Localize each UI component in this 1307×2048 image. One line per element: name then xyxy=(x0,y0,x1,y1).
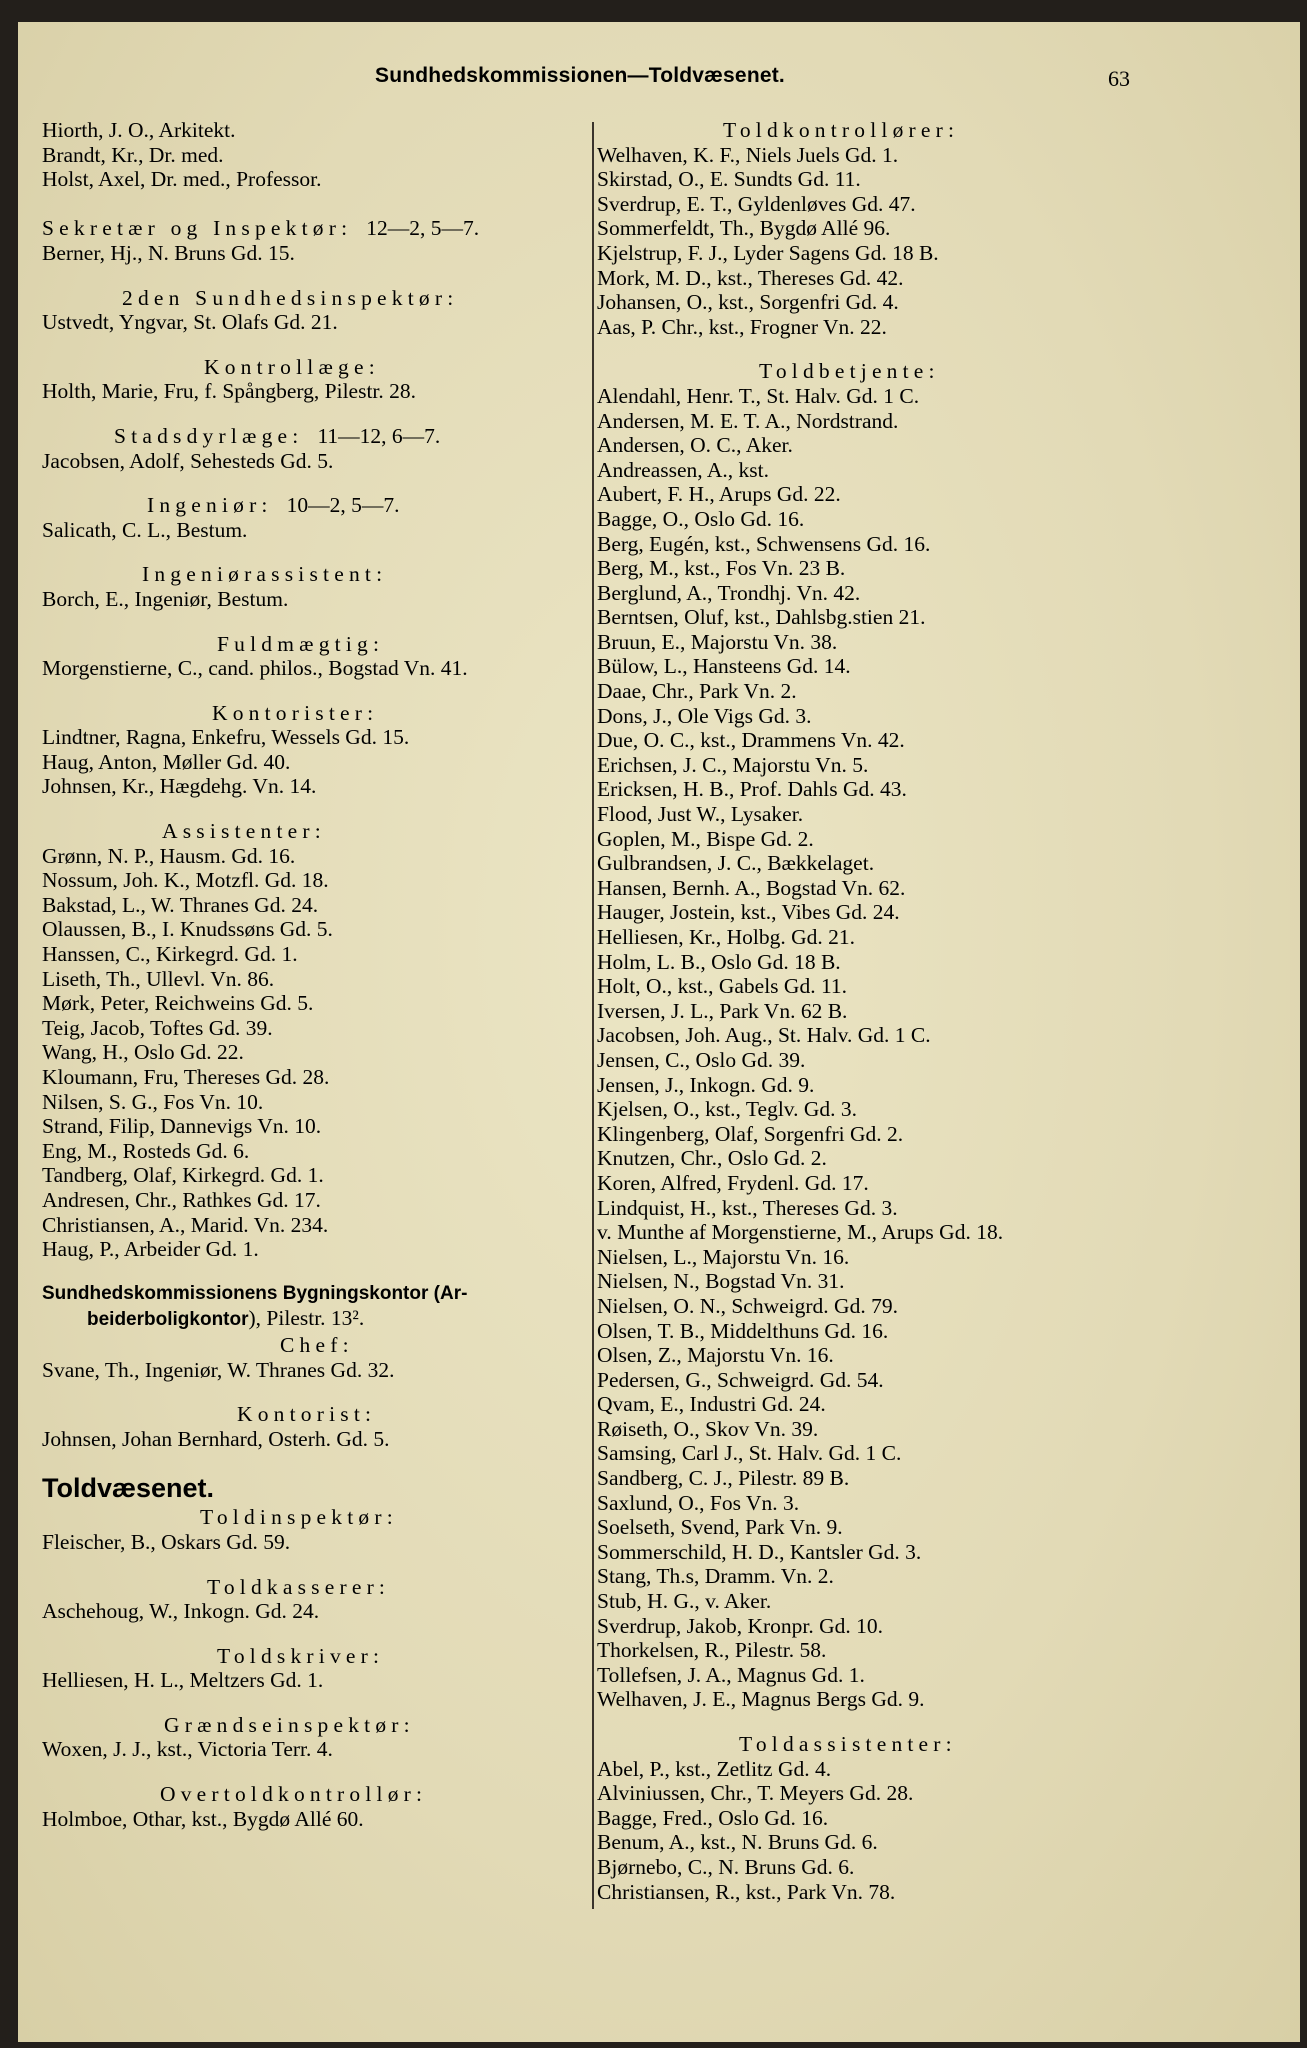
directory-entry: Olsen, T. B., Middelthuns Gd. 16. xyxy=(597,1318,889,1343)
right-column xyxy=(597,118,1157,1904)
directory-entry: Wang, H., Oslo Gd. 22. xyxy=(42,1040,244,1065)
section-heading xyxy=(597,1732,1157,1757)
directory-entry: Andreassen, A., kst. xyxy=(597,457,769,482)
directory-entry: Johnsen, Johan Bernhard, Osterh. Gd. 5. xyxy=(42,1426,390,1451)
directory-entry: Soelseth, Svend, Park Vn. 9. xyxy=(597,1515,843,1540)
directory-entry: Nielsen, O. N., Schweigrd. Gd. 79. xyxy=(597,1293,898,1318)
directory-entry: Koren, Alfred, Frydenl. Gd. 17. xyxy=(597,1170,869,1195)
office-hours: 11—12, 6—7. xyxy=(317,423,441,448)
directory-entry: Morgenstierne, C., cand. philos., Bogstad Vn. 41. xyxy=(42,656,468,681)
directory-entry: Aschehoug, W., Inkogn. Gd. 24. xyxy=(42,1599,320,1624)
directory-entry: Berg, Eugén, kst., Schwensens Gd. 16. xyxy=(597,531,931,556)
section-heading xyxy=(42,1402,587,1427)
directory-entry: Due, O. C., kst., Drammens Vn. 42. xyxy=(597,728,905,753)
directory-entry: Bjørnebo, C., N. Bruns Gd. 6. xyxy=(597,1854,855,1879)
directory-entry: Iversen, J. L., Park Vn. 62 B. xyxy=(597,998,848,1023)
spacer xyxy=(42,1262,587,1282)
directory-entry: Olsen, Z., Majorstu Vn. 16. xyxy=(597,1343,834,1368)
section-heading xyxy=(42,1782,587,1807)
directory-entry: Haug, Anton, Møller Gd. 40. xyxy=(42,749,291,774)
directory-entry: Kjelstrup, F. J., Lyder Sagens Gd. 18 B. xyxy=(597,240,939,265)
directory-entry: Brandt, Kr., Dr. med. xyxy=(42,142,224,167)
directory-entry: Jacobsen, Adolf, Sehesteds Gd. 5. xyxy=(42,448,334,473)
directory-entry: Alviniussen, Chr., T. Meyers Gd. 28. xyxy=(597,1781,914,1806)
directory-entry: Bagge, Fred., Oslo Gd. 16. xyxy=(597,1805,829,1830)
directory-entry: Haug, P., Arbeider Gd. 1. xyxy=(42,1237,259,1262)
office-hours: 10—2, 5—7. xyxy=(286,493,400,518)
directory-entry: Bruun, E., Majorstu Vn. 38. xyxy=(597,629,838,654)
directory-entry: Olaussen, B., I. Knudssøns Gd. 5. xyxy=(42,917,333,942)
directory-entry: Samsing, Carl J., St. Halv. Gd. 1 C. xyxy=(597,1441,902,1466)
section-heading xyxy=(42,819,587,844)
directory-entry: Klingenberg, Olaf, Sorgenfri Gd. 2. xyxy=(597,1121,904,1146)
heading-text: Kontrollæge: xyxy=(204,354,380,379)
directory-entry: Pedersen, G., Schweigrd. Gd. 54. xyxy=(597,1367,884,1392)
spacer xyxy=(42,799,587,819)
directory-entry: Salicath, C. L., Bestum. xyxy=(42,517,248,542)
directory-entry: Berg, M., kst., Fos Vn. 23 B. xyxy=(597,556,846,581)
office-hours: 12—2, 5—7. xyxy=(366,216,480,241)
directory-entry: Helliesen, Kr., Holbg. Gd. 21. xyxy=(597,925,855,949)
section-heading xyxy=(42,493,587,518)
directory-entry: Strand, Filip, Dannevigs Vn. 10. xyxy=(42,1114,322,1139)
heading-text: Toldkasserer: xyxy=(207,1574,391,1599)
spacer xyxy=(42,404,587,424)
heading-text: Toldkontrollører: xyxy=(723,118,960,142)
heading-text: Chef: xyxy=(280,1332,354,1357)
directory-entry: Holth, Marie, Fru, f. Spångberg, Pilestr. 28. xyxy=(42,379,417,404)
directory-entry: Welhaven, K. F., Niels Juels Gd. 1. xyxy=(597,142,899,167)
directory-entry: Liseth, Th., Ullevl. Vn. 86. xyxy=(42,966,275,991)
directory-entry: Jacobsen, Joh. Aug., St. Halv. Gd. 1 C. xyxy=(597,1023,931,1048)
directory-entry: Jensen, C., Oslo Gd. 39. xyxy=(597,1047,806,1072)
directory-entry: Sverdrup, E. T., Gyldenløves Gd. 47. xyxy=(597,191,916,216)
directory-entry: Aas, P. Chr., kst., Frogner Vn. 22. xyxy=(597,314,887,339)
directory-entry: Grønn, N. P., Hausm. Gd. 16. xyxy=(42,843,296,868)
directory-entry: Alendahl, Henr. T., St. Halv. Gd. 1 C. xyxy=(597,383,920,408)
directory-entry: Erichsen, J. C., Majorstu Vn. 5. xyxy=(597,752,869,777)
spacer xyxy=(42,1762,587,1782)
directory-entry: Christiansen, A., Marid. Vn. 234. xyxy=(42,1212,329,1237)
directory-entry: Hiorth, J. O., Arkitekt. xyxy=(42,118,236,142)
directory-entry: Jensen, J., Inkogn. Gd. 9. xyxy=(597,1072,815,1097)
heading-text: Ingeniør: xyxy=(147,493,273,518)
directory-entry: Holmboe, Othar, kst., Bygdø Allé 60. xyxy=(42,1806,364,1831)
directory-entry: Sommerfeldt, Th., Bygdø Allé 96. xyxy=(597,216,891,241)
directory-entry: Tollefsen, J. A., Magnus Gd. 1. xyxy=(597,1662,865,1687)
section-title: Toldvæsenet. xyxy=(42,1473,215,1504)
directory-entry: Kjelsen, O., kst., Teglv. Gd. 3. xyxy=(597,1097,858,1122)
running-head xyxy=(0,64,1307,104)
directory-entry: Aubert, F. H., Arups Gd. 22. xyxy=(597,482,841,507)
section-heading xyxy=(42,701,587,726)
section-heading xyxy=(42,1644,587,1669)
left-column xyxy=(42,118,587,1831)
directory-entry: Andersen, O. C., Aker. xyxy=(597,433,793,458)
directory-entry: Qvam, E., Industri Gd. 24. xyxy=(597,1392,826,1417)
directory-entry: Skirstad, O., E. Sundts Gd. 11. xyxy=(597,167,861,192)
directory-entry: Dons, J., Ole Vigs Gd. 3. xyxy=(597,703,812,728)
directory-entry: Teig, Jacob, Toftes Gd. 39. xyxy=(42,1015,273,1040)
directory-entry: Helliesen, H. L., Meltzers Gd. 1. xyxy=(42,1668,324,1693)
section-heading xyxy=(42,632,587,657)
directory-entry: Lindtner, Ragna, Enkefru, Wessels Gd. 15. xyxy=(42,725,410,750)
section-heading xyxy=(42,355,587,380)
directory-entry: v. Munthe af Morgenstierne, M., Arups Gd. 18. xyxy=(597,1220,1004,1245)
heading-text: Overtoldkontrollør: xyxy=(160,1782,428,1807)
heading-text: Assistenter: xyxy=(162,819,326,844)
directory-entry: Welhaven, J. E., Magnus Bergs Gd. 9. xyxy=(597,1687,925,1712)
section-heading xyxy=(42,562,587,587)
directory-entry: Hansen, Bernh. A., Bogstad Vn. 62. xyxy=(597,875,906,900)
directory-entry: Svane, Th., Ingeniør, W. Thranes Gd. 32. xyxy=(42,1357,395,1382)
bygningskontor-heading: Sundhedskommissionens Bygningskontor (Ar- xyxy=(42,1282,468,1304)
directory-entry: Sommerschild, H. D., Kantsler Gd. 3. xyxy=(597,1539,922,1564)
spacer xyxy=(42,266,587,286)
directory-entry: Tandberg, Olaf, Kirkegrd. Gd. 1. xyxy=(42,1163,324,1188)
section-heading xyxy=(42,286,587,311)
heading-text: Grændseinspektør: xyxy=(164,1712,415,1737)
address-text: ), Pilestr. 13². xyxy=(248,1306,365,1331)
directory-entry: Berntsen, Oluf, kst., Dahlsbg.stien 21. xyxy=(597,605,926,630)
section-heading xyxy=(42,216,587,241)
directory-entry: Nilsen, S. G., Fos Vn. 10. xyxy=(42,1089,264,1114)
heading-text: Kontorister: xyxy=(212,700,379,725)
directory-entry: Mørk, Peter, Reichweins Gd. 5. xyxy=(42,991,314,1016)
heading-text: Toldbetjente: xyxy=(759,359,940,384)
directory-entry: Nielsen, L., Majorstu Vn. 16. xyxy=(597,1244,850,1269)
directory-entry: Sandberg, C. J., Pilestr. 89 B. xyxy=(597,1466,850,1491)
directory-entry: Thorkelsen, R., Pilestr. 58. xyxy=(597,1638,827,1663)
heading-text: Ingeniørassistent: xyxy=(142,562,388,587)
directory-entry: Nielsen, N., Bogstad Vn. 31. xyxy=(597,1269,845,1294)
section-heading xyxy=(597,359,1157,384)
directory-entry: Bagge, O., Oslo Gd. 16. xyxy=(597,506,805,531)
heading-text: Toldskriver: xyxy=(217,1643,385,1668)
spacer xyxy=(42,335,587,355)
directory-entry: Knutzen, Chr., Oslo Gd. 2. xyxy=(597,1146,827,1171)
section-heading xyxy=(42,424,587,449)
section-heading xyxy=(42,1575,587,1600)
directory-entry: Benum, A., kst., N. Bruns Gd. 6. xyxy=(597,1830,878,1855)
directory-entry: Ericksen, H. B., Prof. Dahls Gd. 43. xyxy=(597,777,907,802)
directory-entry: Andresen, Chr., Rathkes Gd. 17. xyxy=(42,1187,321,1212)
column-divider xyxy=(592,122,594,1909)
heading-text: Fuldmægtig: xyxy=(217,631,385,656)
bygningskontor-subheading xyxy=(42,1306,587,1333)
spacer xyxy=(42,612,587,632)
heading-text: Kontorist: xyxy=(237,1402,377,1427)
directory-entry: Andersen, M. E. T. A., Nordstrand. xyxy=(597,408,899,433)
spacer xyxy=(42,1693,587,1713)
directory-entry: Daae, Chr., Park Vn. 2. xyxy=(597,679,797,704)
directory-entry: Saxlund, O., Fos Vn. 3. xyxy=(597,1490,800,1515)
directory-entry: Holm, L. B., Oslo Gd. 18 B. xyxy=(597,949,841,974)
directory-entry: Goplen, M., Bispe Gd. 2. xyxy=(597,826,814,851)
directory-entry: Sverdrup, Jakob, Kronpr. Gd. 10. xyxy=(597,1613,884,1638)
bold-text: beiderboligkontor xyxy=(87,1309,249,1331)
directory-entry: Bülow, L., Hansteens Gd. 14. xyxy=(597,654,851,679)
heading-text: Stadsdyrlæge: xyxy=(114,423,304,448)
directory-entry: Hauger, Jostein, kst., Vibes Gd. 24. xyxy=(597,900,900,925)
heading-text: Sekretær og Inspektør: xyxy=(42,216,353,241)
spacer xyxy=(597,339,1157,359)
directory-entry: Hanssen, C., Kirkegrd. Gd. 1. xyxy=(42,942,298,967)
spacer xyxy=(42,542,587,562)
heading-text: Toldassistenter: xyxy=(739,1732,957,1756)
directory-entry: Gulbrandsen, J. C., Bækkelaget. xyxy=(597,851,875,876)
directory-entry: Nossum, Joh. K., Motzfl. Gd. 18. xyxy=(42,868,329,893)
directory-entry: Ustvedt, Yngvar, St. Olafs Gd. 21. xyxy=(42,310,338,335)
directory-entry: Lindquist, H., kst., Thereses Gd. 3. xyxy=(597,1195,898,1220)
spacer xyxy=(42,473,587,493)
directory-entry: Fleischer, B., Oskars Gd. 59. xyxy=(42,1529,291,1554)
section-heading xyxy=(42,1333,587,1358)
directory-entry: Abel, P., kst., Zetlitz Gd. 4. xyxy=(597,1756,832,1781)
spacer xyxy=(42,1451,587,1471)
spacer xyxy=(42,1382,587,1402)
spacer xyxy=(42,192,587,217)
directory-entry: Kloumann, Fru, Thereses Gd. 28. xyxy=(42,1065,330,1089)
directory-entry: Mork, M. D., kst., Thereses Gd. 42. xyxy=(597,265,904,290)
directory-entry: Bakstad, L., W. Thranes Gd. 24. xyxy=(42,892,319,917)
directory-entry: Christiansen, R., kst., Park Vn. 78. xyxy=(597,1879,896,1904)
directory-entry: Røiseth, O., Skov Vn. 39. xyxy=(597,1416,819,1441)
spacer xyxy=(42,681,587,701)
directory-entry: Berner, Hj., N. Bruns Gd. 15. xyxy=(42,240,295,265)
directory-entry: Borch, E., Ingeniør, Bestum. xyxy=(42,586,289,611)
directory-entry: Berglund, A., Trondhj. Vn. 42. xyxy=(597,580,861,605)
directory-entry: Johnsen, Kr., Hægdehg. Vn. 14. xyxy=(42,774,317,799)
heading-text: 2den Sundhedsinspektør: xyxy=(122,285,459,310)
spacer xyxy=(42,1555,587,1575)
page-number: 63 xyxy=(1108,66,1130,91)
directory-entry: Flood, Just W., Lysaker. xyxy=(597,802,804,827)
directory-entry: Stub, H. G., v. Aker. xyxy=(597,1589,772,1614)
directory-entry: Woxen, J. J., kst., Victoria Terr. 4. xyxy=(42,1737,333,1762)
section-heading xyxy=(42,1713,587,1738)
directory-entry: Stang, Th.s, Dramm. Vn. 2. xyxy=(597,1564,834,1589)
directory-entry: Johansen, O., kst., Sorgenfri Gd. 4. xyxy=(597,290,899,315)
directory-entry: Holst, Axel, Dr. med., Professor. xyxy=(42,167,322,192)
section-heading xyxy=(42,1505,587,1530)
directory-entry: Holt, O., kst., Gabels Gd. 11. xyxy=(597,974,848,999)
spacer xyxy=(42,1624,587,1644)
page-header-title: Sundhedskommissionen—Toldvæsenet. xyxy=(375,64,785,87)
directory-entry: Eng, M., Rosteds Gd. 6. xyxy=(42,1138,250,1163)
heading-text: Toldinspektør: xyxy=(200,1505,398,1530)
section-heading xyxy=(597,118,1157,143)
spacer xyxy=(597,1712,1157,1732)
